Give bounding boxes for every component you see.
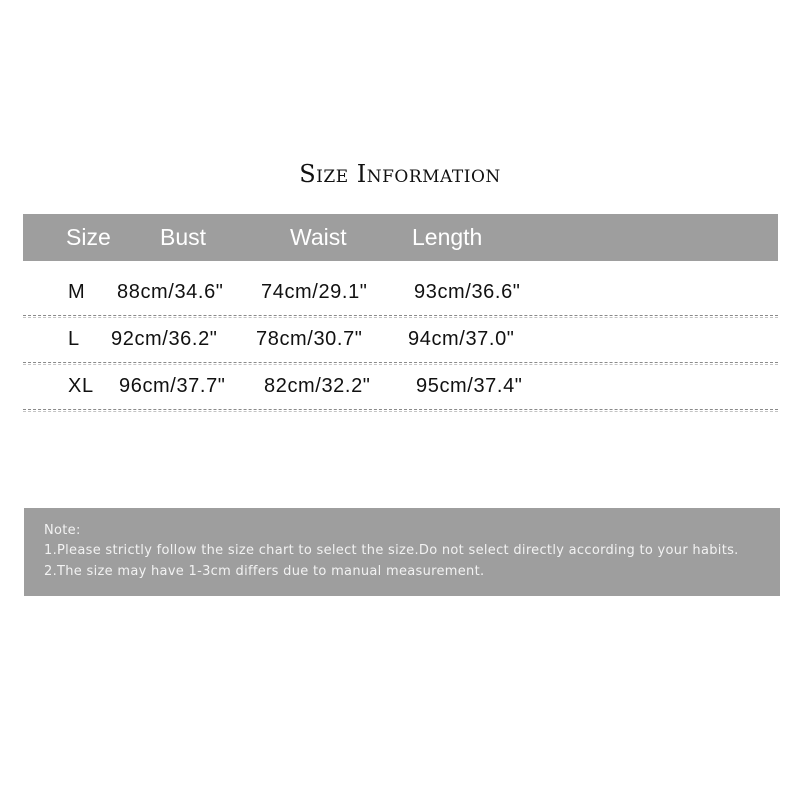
- cell-length: 94cm/37.0": [408, 328, 515, 350]
- cell-size: M: [68, 281, 86, 303]
- cell-length: 95cm/37.4": [416, 375, 523, 397]
- note-heading: Note:: [44, 523, 81, 538]
- cell-bust: 96cm/37.7": [119, 375, 226, 397]
- header-bust: Bust: [160, 224, 207, 250]
- header-length: Length: [412, 224, 483, 250]
- table-row: [23, 318, 778, 363]
- note-box: [24, 508, 780, 596]
- cell-size: XL: [68, 375, 94, 397]
- note-line-1: 1.Please strictly follow the size chart to select the size.Do not select directly according to your habits.: [44, 543, 739, 558]
- note-line-2: 2.The size may have 1-3cm differs due to manual measurement.: [44, 564, 485, 579]
- table-row: [23, 365, 778, 410]
- page-title: Size Information: [299, 160, 501, 188]
- cell-length: 93cm/36.6": [414, 281, 521, 303]
- cell-size: L: [68, 328, 80, 350]
- header-waist: Waist: [290, 224, 347, 250]
- cell-waist: 78cm/30.7": [256, 328, 363, 350]
- table-header: [23, 214, 778, 261]
- cell-bust: 88cm/34.6": [117, 281, 224, 303]
- cell-waist: 82cm/32.2": [264, 375, 371, 397]
- cell-waist: 74cm/29.1": [261, 281, 368, 303]
- header-size: Size: [66, 224, 111, 250]
- cell-bust: 92cm/36.2": [111, 328, 218, 350]
- table-row: [23, 271, 778, 316]
